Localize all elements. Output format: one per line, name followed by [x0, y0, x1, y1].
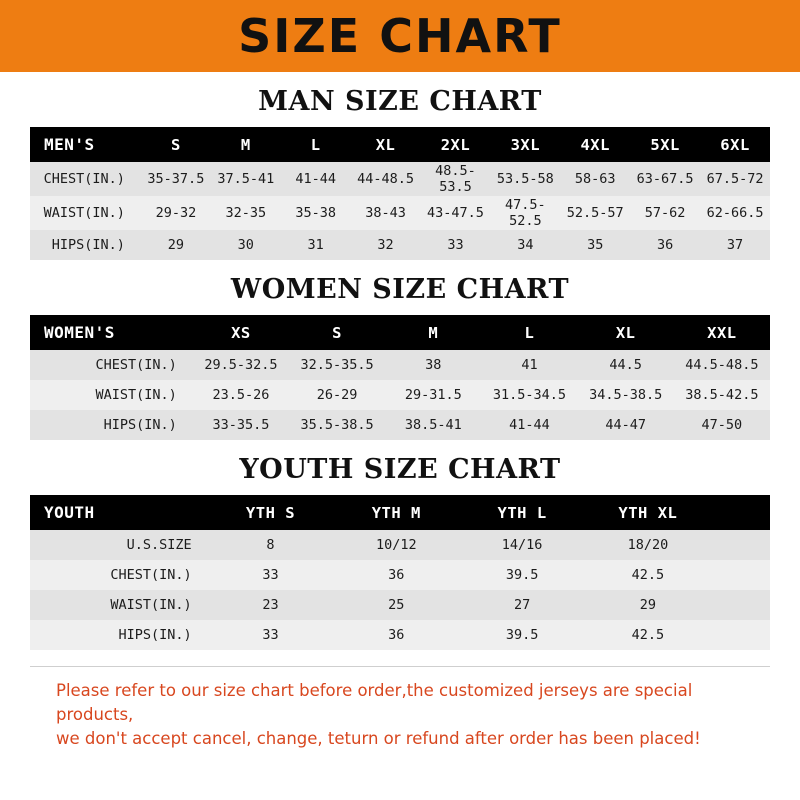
table-cell: 37.5-41	[217, 171, 275, 187]
column-header: 5XL	[650, 135, 680, 154]
table-row	[30, 162, 770, 196]
table-row	[30, 620, 770, 650]
youth-size-table	[30, 495, 770, 650]
column-header-spacer	[711, 495, 770, 530]
table-cell: 33	[447, 237, 464, 253]
column-header: S	[332, 323, 343, 342]
column-header: YTH M	[371, 503, 421, 522]
table-cell: 63-67.5	[636, 171, 694, 187]
table-cell: 35-37.5	[147, 171, 205, 187]
row-label: CHEST(IN.)	[95, 357, 177, 373]
table-cell: 35	[587, 237, 604, 253]
section-title-women: WOMEN SIZE CHART	[230, 274, 570, 305]
table-row	[30, 590, 770, 620]
section-youth	[30, 454, 770, 650]
table-cell: 39.5	[505, 567, 539, 583]
page-banner	[0, 0, 800, 72]
table-cell: 8	[266, 537, 275, 553]
column-header: XL	[375, 135, 396, 154]
column-header: L	[310, 135, 321, 154]
table-cell: 62-66.5	[706, 205, 764, 221]
table-row	[30, 530, 770, 560]
column-header: YTH XL	[618, 503, 678, 522]
table-cell: 23	[262, 597, 279, 613]
section-man	[30, 86, 770, 260]
table-cell: 31	[307, 237, 324, 253]
women-size-table	[30, 315, 770, 440]
table-cell: 31.5-34.5	[492, 387, 567, 403]
row-label: HIPS(IN.)	[103, 417, 177, 433]
column-header: L	[524, 323, 535, 342]
table-cell: 37	[726, 237, 744, 253]
table-cell: 57-62	[644, 205, 686, 221]
page-title: SIZE CHART	[238, 9, 562, 63]
table-cell: 44-48.5	[357, 171, 414, 187]
column-header: M	[240, 135, 251, 154]
table-cell: 38-43	[365, 205, 406, 221]
table-cell: 42.5	[631, 567, 665, 583]
table-cell: 43-47.5	[426, 205, 484, 221]
column-header: YOUTH	[44, 503, 95, 522]
table-cell: 39.5	[505, 627, 539, 643]
table-cell: 38.5-41	[404, 417, 462, 433]
table-cell: 25	[388, 597, 405, 613]
table-cell: 30	[237, 237, 254, 253]
column-header: 3XL	[510, 135, 541, 154]
column-header: YTH L	[497, 503, 547, 522]
table-cell: 38	[425, 357, 442, 373]
table-cell: 32-35	[225, 205, 267, 221]
table-cell-spacer	[711, 560, 770, 590]
table-cell-spacer	[711, 530, 770, 560]
table-cell-spacer	[711, 590, 770, 620]
table-header-row	[30, 315, 770, 350]
table-cell: 32.5-35.5	[300, 357, 374, 373]
row-label: WAIST(IN.)	[43, 205, 125, 221]
column-header: S	[170, 135, 181, 154]
section-title-man: MAN SIZE CHART	[258, 86, 542, 117]
table-cell: 41-44	[509, 417, 550, 433]
table-header-row	[30, 495, 770, 530]
table-cell: 18/20	[627, 537, 669, 553]
table-cell: 29-32	[155, 205, 197, 221]
table-cell: 67.5-72	[706, 171, 764, 187]
section-women	[30, 274, 770, 440]
table-cell: 36	[656, 237, 674, 253]
table-cell: 14/16	[501, 537, 543, 553]
table-cell: 33-35.5	[212, 417, 270, 433]
table-cell: 44-47	[605, 417, 646, 433]
section-title-youth: YOUTH SIZE CHART	[239, 454, 561, 485]
table-row	[30, 196, 770, 230]
table-row	[30, 230, 770, 260]
row-label: WAIST(IN.)	[95, 387, 177, 403]
row-label: U.S.SIZE	[126, 537, 192, 553]
column-header: M	[428, 323, 439, 342]
table-cell: 32	[377, 237, 394, 253]
table-cell: 36	[388, 567, 405, 583]
table-cell: 26-29	[316, 387, 358, 403]
table-cell: 34.5-38.5	[589, 387, 663, 403]
column-header: XXL	[707, 323, 737, 342]
footer-note	[30, 666, 770, 751]
column-header: 2XL	[440, 135, 471, 154]
table-cell: 10/12	[375, 537, 417, 553]
table-cell: 36	[388, 627, 405, 643]
table-cell: 47-50	[701, 417, 743, 433]
column-header: WOMEN'S	[44, 323, 115, 342]
table-row	[30, 380, 770, 410]
table-cell: 48.5-53.5	[435, 163, 476, 195]
row-label: HIPS(IN.)	[51, 237, 125, 253]
column-header: XL	[615, 323, 636, 342]
column-header: MEN'S	[44, 135, 95, 154]
column-header: YTH S	[245, 503, 296, 522]
table-cell: 47.5-52.5	[505, 197, 546, 229]
table-cell: 23.5-26	[212, 387, 270, 403]
table-cell: 29	[639, 597, 657, 613]
table-row	[30, 350, 770, 380]
table-cell: 41	[521, 357, 538, 373]
table-cell: 29-31.5	[404, 387, 462, 403]
row-label: WAIST(IN.)	[110, 597, 192, 613]
table-cell: 42.5	[631, 627, 665, 643]
column-header: XS	[231, 323, 251, 342]
column-header: 4XL	[580, 135, 610, 154]
table-cell: 34	[517, 237, 534, 253]
table-row	[30, 560, 770, 590]
table-cell: 35-38	[295, 205, 336, 221]
row-label: CHEST(IN.)	[110, 567, 192, 583]
table-cell-spacer	[711, 620, 770, 650]
table-cell: 33	[262, 567, 279, 583]
man-size-table	[30, 127, 770, 260]
table-cell: 44.5	[609, 357, 642, 373]
table-cell: 38.5-42.5	[685, 387, 759, 403]
table-cell: 58-63	[574, 171, 616, 187]
table-cell: 33	[262, 627, 279, 643]
table-cell: 35.5-38.5	[300, 417, 374, 433]
table-cell: 27	[513, 597, 531, 613]
table-cell: 53.5-58	[496, 171, 554, 187]
table-row	[30, 410, 770, 440]
table-cell: 44.5-48.5	[685, 357, 759, 373]
table-cell: 41-44	[295, 171, 336, 187]
table-cell: 52.5-57	[566, 205, 624, 221]
column-header: 6XL	[720, 135, 750, 154]
row-label: CHEST(IN.)	[43, 171, 125, 187]
row-label: HIPS(IN.)	[118, 627, 192, 643]
table-header-row	[30, 127, 770, 162]
table-cell: 29	[167, 237, 185, 253]
table-cell: 29.5-32.5	[204, 357, 278, 373]
chart-content	[0, 86, 800, 751]
footer-note-line-1: Please refer to our size chart before order,the customized jerseys are special products,	[56, 681, 693, 724]
footer-note-line-2: we don't accept cancel, change, teturn or refund after order has been placed!	[56, 728, 701, 748]
